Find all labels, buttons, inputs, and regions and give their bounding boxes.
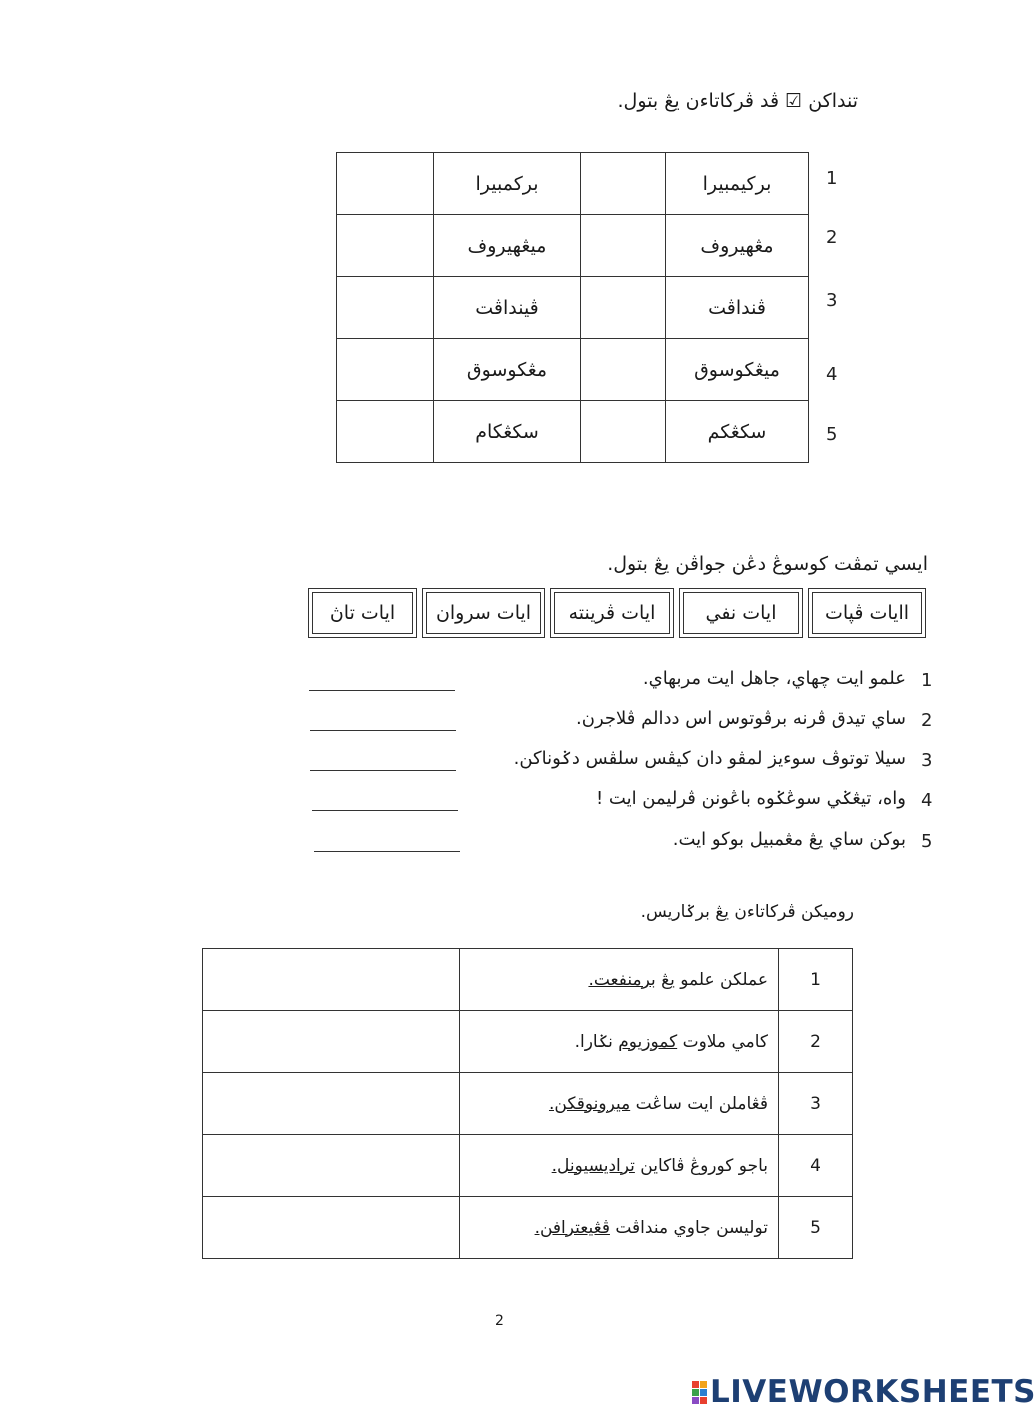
answer-cell[interactable]: [203, 1073, 460, 1135]
row-number: 2: [779, 1011, 853, 1073]
sentence-part: ڤڠاملن ايت ساڠت: [630, 1093, 768, 1114]
sentence-text: ساي تيدق ڤرنه برڤوتوس اس ددالم ڤلاجرن.: [576, 708, 906, 729]
word-option-b: مڠكوسوق: [434, 339, 581, 401]
sentence-part: نݢارا.: [574, 1032, 619, 1052]
page-number: 2: [495, 1313, 504, 1329]
word-option-a: بركيمبيرا: [666, 153, 809, 215]
answer-cell[interactable]: [203, 949, 460, 1011]
liveworksheets-logo-icon: [692, 1381, 707, 1404]
brand-name: LIVEWORKSHEETS: [710, 1374, 1036, 1410]
row-number: 1: [779, 949, 853, 1011]
row-number: 5: [779, 1197, 853, 1259]
rumi-row: [203, 949, 853, 1011]
answer-blank[interactable]: [309, 690, 455, 691]
option-box: اايات ڤڽات: [808, 588, 926, 638]
answer-box-b[interactable]: [337, 215, 434, 277]
option-box: ايات نفي: [679, 588, 803, 638]
sentence-number: 4: [921, 790, 933, 811]
answer-box-b[interactable]: [337, 401, 434, 463]
rumi-row: [203, 1135, 853, 1197]
spelling-row: [337, 401, 809, 463]
jawi-sentence: [460, 1073, 779, 1135]
section3-instruction: روميكن ڤركاتاءن يڠ برݢاريس.: [640, 902, 854, 922]
rumi-row: [203, 1011, 853, 1073]
sentence-part: كامي ملاوت: [677, 1032, 768, 1052]
word-option-a: ميڠكوسوق: [666, 339, 809, 401]
word-option-a: سكڠكم: [666, 401, 809, 463]
sentence-part: توليسن جاوي منداڤت: [609, 1217, 768, 1238]
answer-box-b[interactable]: [337, 339, 434, 401]
row-number: 4: [826, 364, 838, 385]
option-box: ايات ڤرينته: [550, 588, 674, 638]
word-option-a: ڤنداڤت: [666, 277, 809, 339]
jawi-sentence: [460, 1135, 779, 1197]
word-option-b: بركمبيرا: [434, 153, 581, 215]
sentence-part: عملكن علمو يڠ: [655, 969, 768, 990]
brand-logo: [692, 1374, 1036, 1410]
row-number: 3: [779, 1073, 853, 1135]
rumi-row: [203, 1197, 853, 1259]
answer-box-a[interactable]: [581, 401, 666, 463]
word-option-b: ميڠهيروف: [434, 215, 581, 277]
section2-instruction: ايسي تمڤت كوسوڠ دڠن جواڤن يڠ بتول.: [607, 553, 928, 575]
row-number: 3: [826, 290, 838, 311]
option-box: ايات سروان: [422, 588, 545, 638]
row-number: 5: [826, 424, 838, 445]
row-number: 1: [826, 168, 838, 189]
sentence-part: باجو كوروڠ ڤاكاين: [634, 1155, 768, 1176]
answer-box-a[interactable]: [581, 277, 666, 339]
sentence-text: سيلا توتوڤ سوءيز لمڤو دان كيڤس سلڤس دݢوناكن.: [513, 748, 906, 769]
sentence-number: 3: [921, 750, 933, 771]
answer-box-a[interactable]: [581, 153, 666, 215]
spelling-row: [337, 153, 809, 215]
rumi-row: [203, 1073, 853, 1135]
answer-blank[interactable]: [312, 810, 458, 811]
answer-blank[interactable]: [310, 770, 456, 771]
answer-box-a[interactable]: [581, 215, 666, 277]
answer-blank[interactable]: [314, 851, 460, 852]
spelling-row: [337, 339, 809, 401]
jawi-sentence: [460, 1197, 779, 1259]
spelling-row: [337, 277, 809, 339]
row-number: 2: [826, 227, 838, 248]
rumi-table: [202, 948, 853, 1259]
sentence-number: 1: [921, 670, 933, 691]
underlined-word: ميرونوقكن.: [548, 1093, 631, 1114]
answer-box-b[interactable]: [337, 153, 434, 215]
answer-blank[interactable]: [310, 730, 456, 731]
sentence-number: 2: [921, 710, 933, 731]
row-number: 4: [779, 1135, 853, 1197]
underlined-word: كموزيوم: [618, 1032, 678, 1052]
answer-box-b[interactable]: [337, 277, 434, 339]
sentence-number: 5: [921, 831, 933, 852]
sentence-text: واه، تيڠݢي سوڠݢوه باڠونن ڤرليمن ايت !: [595, 788, 906, 809]
word-option-a: مڠهيروف: [666, 215, 809, 277]
answer-box-a[interactable]: [581, 339, 666, 401]
sentence-text: بوكن ساي يڠ مڠمبيل بوكو ايت.: [672, 829, 906, 850]
sentence-text: علمو ايت چهاي، جاهل ايت مربهاي.: [642, 668, 906, 689]
answer-cell[interactable]: [203, 1197, 460, 1259]
answer-cell[interactable]: [203, 1135, 460, 1197]
jawi-sentence: [460, 1011, 779, 1073]
underlined-word: ڤڠيعترافن.: [534, 1217, 610, 1238]
jawi-sentence: [460, 949, 779, 1011]
underlined-word: برمنفعت.: [588, 969, 656, 990]
spelling-table: [336, 152, 809, 463]
spelling-row: [337, 215, 809, 277]
word-option-b: ڤينداڤت: [434, 277, 581, 339]
option-box: ايات تاڽ: [308, 588, 417, 638]
answer-cell[interactable]: [203, 1011, 460, 1073]
underlined-word: ترادیسیونل.: [551, 1155, 635, 1176]
word-option-b: سكڠكام: [434, 401, 581, 463]
section1-instruction: تنداكن ☑ ڤد ڤركاتاءن يڠ بتول.: [617, 90, 858, 112]
